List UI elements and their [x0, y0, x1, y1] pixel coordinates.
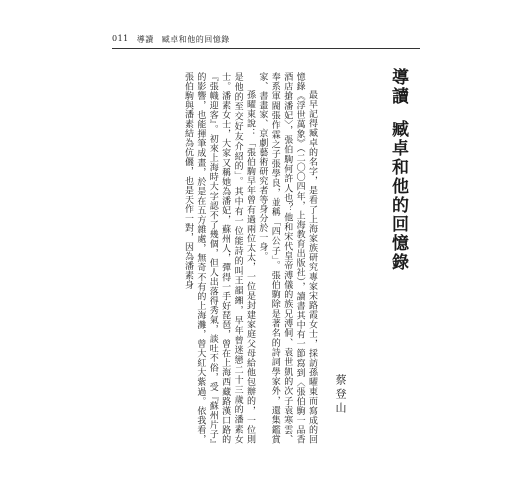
- author-name: 蔡登山: [334, 374, 347, 416]
- header-chapter-title: 臧卓和他的回憶錄: [161, 35, 230, 44]
- body-text: [112, 72, 318, 444]
- paragraph: 最早記得臧卓的名字，是看了上海家族研究專家宋路霞女士，採訪孫曜東而寫成的回憶錄《浮世萬象》（二〇〇四年，上海教育出版社），讀書其中有一節寫到〈張伯駒一品香酒店搶潘妃〉，張伯駒何許人也？他和宋代皇帝溥儀的族兄溥侗、袁世凱的次子袁寒雲、奉系軍閥張作霖之子張學良，並稱「四公子」。張伯駒除是著名的詩詞學家外，還集鑑賞家、書畫家、京劇藝術研究者等身分於一身。: [257, 72, 317, 444]
- header-section: 導讀: [136, 35, 154, 44]
- chapter-title-part1: 導讀: [388, 68, 408, 106]
- page-number: 011: [112, 34, 129, 43]
- running-header: [112, 34, 230, 48]
- chapter-title-part2: 臧卓和他的回憶錄: [388, 120, 408, 272]
- header-rule: [112, 48, 420, 49]
- paragraph: 孫曜東說：「張伯駒早年曾有過兩位太太，一位是封建家庭父母給他包辦的，一位則是他的至交好友介紹的」。其中有一位能詩的叫王韻緗，早年曾迷戀二十三歲的潘素女士。潘素女士，大家又稱她為潘妃，蘇州人，彈得一手好琵琶，曾在上海西藏路漢口路的『張幟迎客』。初來上海時大字認不了幾個，但人出落得秀氣，談吐不俗，受『蘇州片子』的影響，也能揮筆成畫，於是在五方雜處，無奇不有的上海灘，曾大紅大紫過。依我看，張伯駒與潘素結為伉儷，也是天作一對，因為潘素身: [182, 72, 255, 444]
- chapter-title: [386, 68, 410, 298]
